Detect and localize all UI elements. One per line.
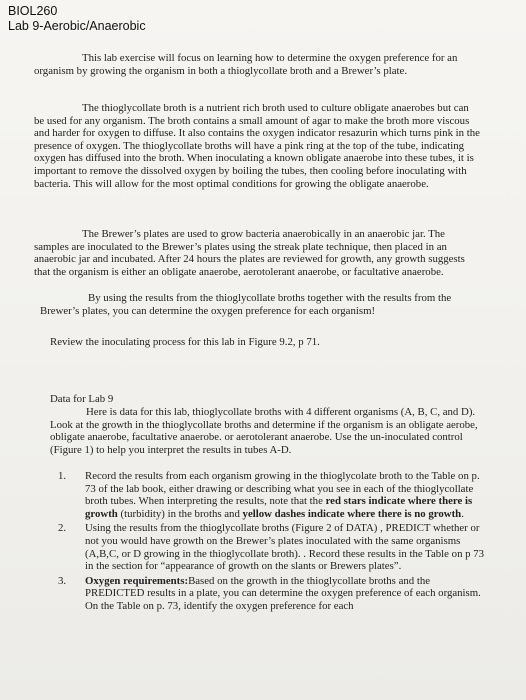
intro-paragraph-3: The Brewer’s plates are used to grow bacteria anaerobically in an anaerobic jar. The samples are inoculated to the Brewer’s plates using the streak plate technique, then placed in an anaerobic jar and incubated. After 24 hours the plates are reviewed for growth, any growth suggests that the organism is either an obligate anaerobe, aerotolerant anaerobe, or facultative anaerobe. — [34, 228, 465, 278]
data-paragraph: Here is data for this lab, thioglycollate broths with 4 different organisms (A, B, C, and D). Look at the growth in the thioglycollate broths and determine if the organism is an obligate aerobe, obligate anaerobe, facultative anaerobe. or aerotolerant anaerobe. Use the un-inoculated control (Figure 1) to help you interpret the results in tubes A-D. — [50, 406, 478, 456]
instruction-list — [58, 470, 490, 615]
oxygen-requirements-label: Oxygen requirements: — [85, 574, 189, 587]
red-stars-emphasis: red stars indicate where there is growth — [85, 495, 473, 520]
review-note: Review the inoculating process for this lab in Figure 9.2, p 71. — [50, 336, 320, 348]
list-item: 2. Using the results from the thioglycollate broths (Figure 2 of DATA) , PREDICT whether or not you would have growth on the Brewer’s plates inoculated with the same organisms (A,B,C, or D growing in the thioglycollate broth). . Record these results in the Table on p 73 in the section for “appearance of growth on the slants or Brewers plates”. — [58, 522, 485, 573]
data-heading: Data for Lab 9 — [50, 393, 114, 405]
intro-paragraph-1: This lab exercise will focus on learning how to determine the oxygen preference for an organism by growing the organism in both a thioglycollate broth and a Brewer’s plate. — [34, 52, 458, 77]
list-item: 1. Record the results from each organism growing in the thioglycolate broth to the Table on p. 73 of the lab book, either drawing or describing what you see in each of the thioglycollate broth tubes. When interpreting the results, note that the red stars indicate where there is growth (turbidity) in the broths and yellow dashes indicate where there is no growth. — [58, 470, 480, 520]
list-item: 3. Oxygen requirements:Based on the growth in the thioglycollate broths and the PREDICTED results in a plate, you can determine the oxygen preference of each organism. On the Table on p. 73, identify the oxygen preference for each — [58, 574, 481, 612]
intro-paragraph-4: By using the results from the thioglycollate broths together with the results from the Brewer’s plates, you can determine the oxygen preference for each organism! — [40, 292, 452, 317]
course-code: BIOL260 — [8, 4, 58, 18]
lab-title: Lab 9-Aerobic/Anaerobic — [8, 19, 146, 33]
yellow-dashes-emphasis: yellow dashes indicate where there is no growth — [242, 507, 462, 520]
intro-paragraph-2: The thioglycollate broth is a nutrient rich broth used to culture obligate anaerobes but can be used for any organism. The broth contains a small amount of agar to make the broth more viscous and harder for oxygen to diffuse. It also contains the oxygen indicator resazurin which turns pink in the presence of oxygen. The thioglycollate broths will have a pink ring at the top of the tube, indicating oxygen has diffused into the broth. When inoculating a known obligate anaerobe into these tubes, it is important to remove the dissolved oxygen by boiling the tubes, then cooling before inoculating with bacteria. This will allow for the most optimal conditions for growing the obligate anaerobe. — [34, 102, 480, 190]
document-header — [8, 4, 146, 34]
